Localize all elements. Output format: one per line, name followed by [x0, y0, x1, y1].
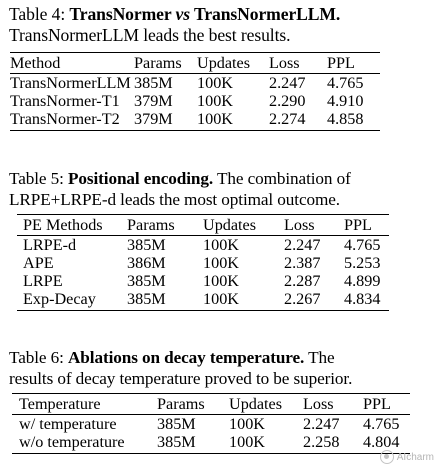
table-cell: 2.287	[284, 272, 321, 290]
table-cell: LRPE	[23, 272, 63, 290]
table5-caption	[9, 168, 433, 189]
table-cell: 2.247	[269, 74, 306, 92]
table5-title: Positional encoding.	[68, 169, 214, 188]
table4-header-params: Params	[134, 53, 197, 74]
table6-header-loss: Loss	[303, 394, 363, 415]
table4-description: TransNormerLLM leads the best results.	[9, 25, 291, 45]
table-cell: 4.910	[327, 92, 364, 110]
table4-prefix: Table 4:	[9, 4, 70, 24]
table5-header-params: Params	[127, 215, 203, 236]
table-cell: 2.247	[303, 415, 340, 433]
table-cell: 385M	[127, 236, 166, 254]
table6	[12, 393, 410, 454]
table4-section	[9, 4, 433, 128]
table-cell: 4.899	[344, 272, 381, 290]
table-cell: 2.274	[269, 110, 327, 131]
table-row	[17, 236, 389, 255]
table4-header-method: Method	[10, 53, 134, 74]
table6-prefix: Table 6:	[9, 348, 68, 367]
table-cell: 379M	[134, 92, 173, 110]
table-row	[10, 92, 380, 110]
table4-caption	[9, 4, 433, 25]
table-cell: 100K	[203, 290, 284, 311]
table-cell: 2.258	[303, 433, 363, 454]
table-cell: 4.765	[327, 74, 364, 92]
table-cell: 5.253	[344, 254, 381, 272]
table-row	[10, 110, 380, 131]
table-cell: 2.267	[284, 290, 344, 311]
watermark-text: AIcharm	[396, 451, 434, 463]
table5-description-line2: LRPE+LRPE-d leads the most optimal outcome.	[9, 190, 340, 209]
table6-header-ppl: PPL	[363, 394, 410, 415]
watermark	[380, 450, 434, 464]
table5-header-pe-methods: PE Methods	[17, 215, 127, 236]
table-row	[10, 74, 380, 93]
table-cell: TransNormer-T1	[10, 92, 120, 110]
table-row	[17, 254, 389, 272]
table4-header-updates: Updates	[197, 53, 269, 74]
table-cell: 379M	[134, 110, 197, 131]
table-cell: 100K	[203, 254, 239, 272]
table-cell: 385M	[157, 415, 196, 433]
table5-header-row	[17, 215, 389, 236]
table6-caption	[9, 347, 433, 368]
table-cell: 100K	[229, 415, 265, 433]
table6-description-line1: The	[304, 348, 335, 367]
table-cell: 2.387	[284, 254, 321, 272]
table6-header-updates: Updates	[229, 394, 303, 415]
table-cell: 386M	[127, 254, 166, 272]
table6-section	[9, 347, 433, 451]
table-cell: 4.834	[344, 290, 389, 311]
table-cell: 4.858	[327, 110, 380, 131]
table4	[10, 52, 380, 131]
table-cell: 100K	[197, 110, 269, 131]
table5-description-line1: The combination of	[213, 169, 351, 188]
table-cell: w/ temperature	[19, 415, 117, 433]
table6-title: Ablations on decay temperature.	[68, 348, 305, 367]
table-cell: 2.290	[269, 92, 306, 110]
table-cell: 4.765	[363, 415, 400, 433]
table6-header-row	[12, 394, 410, 415]
table-cell: 100K	[197, 74, 233, 92]
table-cell: 100K	[229, 433, 303, 454]
table4-title: TransNormer vs TransNormerLLM.	[69, 4, 341, 24]
table-row	[17, 272, 389, 290]
table4-header-ppl: PPL	[327, 53, 380, 74]
table5-section	[9, 168, 433, 308]
table5-header-updates: Updates	[203, 215, 284, 236]
table-cell: 385M	[127, 272, 166, 290]
table-cell: w/o temperature	[12, 433, 157, 454]
table-cell: 2.247	[284, 236, 321, 254]
table-cell: TransNormerLLM	[10, 74, 131, 92]
wechat-logo-icon	[380, 450, 394, 464]
table-cell: 4.765	[344, 236, 381, 254]
table-cell: 385M	[157, 433, 229, 454]
table5-prefix: Table 5:	[9, 169, 68, 188]
table5-header-ppl: PPL	[344, 215, 389, 236]
table5	[17, 214, 389, 311]
table6-description-line2: results of decay temperature proved to be superior.	[9, 369, 353, 388]
table6-header-params: Params	[157, 394, 229, 415]
table-row	[12, 433, 410, 454]
table-cell: APE	[23, 254, 54, 272]
table-cell: 100K	[203, 272, 239, 290]
table-row	[12, 415, 410, 434]
table5-header-loss: Loss	[284, 215, 344, 236]
table-row	[17, 290, 389, 311]
table4-header-row	[10, 53, 380, 74]
table6-header-temperature: Temperature	[12, 394, 157, 415]
table-cell: 100K	[203, 236, 239, 254]
table4-header-loss: Loss	[269, 53, 327, 74]
table-cell: 4.804	[363, 433, 410, 454]
table-cell: 385M	[134, 74, 173, 92]
table-cell: Exp-Decay	[17, 290, 127, 311]
table-cell: TransNormer-T2	[10, 110, 134, 131]
table-cell: 385M	[127, 290, 203, 311]
table-cell: 100K	[197, 92, 233, 110]
table-cell: LRPE-d	[23, 236, 77, 254]
